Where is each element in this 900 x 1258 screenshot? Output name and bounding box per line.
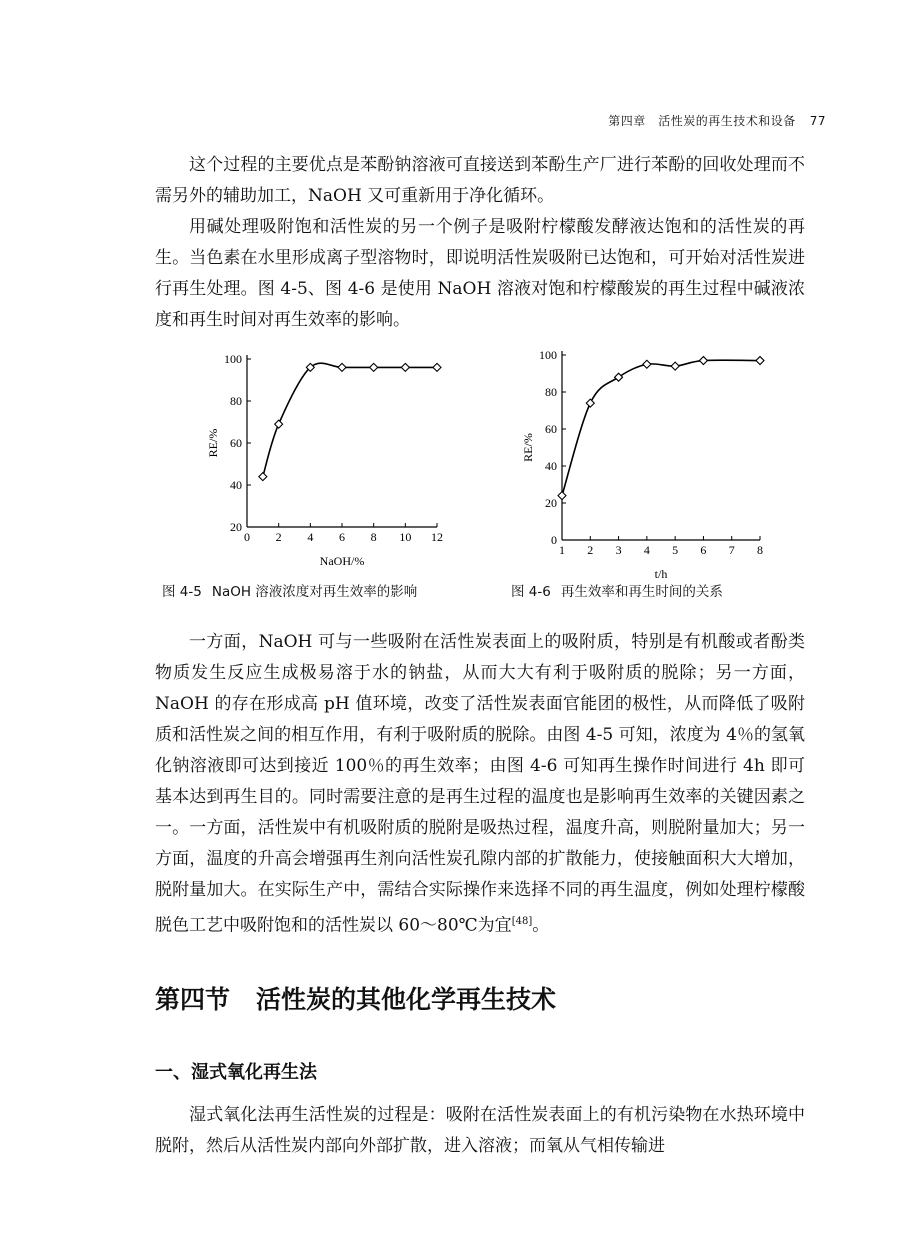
- chart-naoh-concentration: [200, 345, 460, 575]
- x-tick-label: 2: [587, 543, 594, 557]
- chapter-title: 第四章 活性炭的再生技术和设备: [608, 114, 796, 128]
- section-title: 活性炭的其他化学再生技术: [256, 985, 557, 1014]
- figure-4-6-caption: [511, 580, 723, 600]
- paragraph-3-text: 一方面，NaOH 可与一些吸附在活性炭表面上的吸附质，特别是有机酸或者酚类物质发生反应生成极易溶于水的钠盐，从而大大有利于吸附质的脱除；另一方面，NaOH 的存在形成高 pH 值环境，改变了活性炭表面官能团的极性，从而降低了吸附质和活性炭之间的相互作用，有利于吸附质的脱除。由图 4-5 可知，浓度为 4％的氢氧化钠溶液即可达到接近 100％的再生效率；由图 4-6 可知再生操作时间进行 4h 即可基本达到再生目的。同时需要注意的是再生过程的温度也是影响再生效率的关键因素之一。一方面，活性炭中有机吸附质的脱附是吸热过程，温度升高，则脱附量加大；另一方面，温度的升高会增强再生剂向活性炭孔隙内部的扩散能力，使接触面积大大增加，脱附量加大。在实际生产中，需结合实际操作来选择不同的再生温度，例如处理柠檬酸脱色工艺中吸附饱和的活性炭以 60～80℃为宜: [155, 632, 805, 936]
- figure-number: 图 4-6: [511, 584, 551, 600]
- figure-4-5-chart: [200, 345, 460, 575]
- data-point: [338, 363, 346, 371]
- section-number: 第四节: [155, 985, 231, 1014]
- data-point: [275, 420, 283, 428]
- series-line: [263, 363, 437, 476]
- chart-regeneration-time: [510, 345, 780, 581]
- figure-number: 图 4-5: [162, 584, 202, 600]
- x-tick-label: 8: [757, 543, 763, 557]
- x-tick-label: 5: [672, 543, 679, 557]
- y-tick-label: 40: [545, 459, 557, 473]
- data-point: [756, 357, 764, 365]
- x-tick-label: 6: [700, 543, 707, 557]
- y-tick-label: 80: [545, 385, 557, 399]
- data-point: [643, 360, 651, 368]
- y-axis-label: RE/%: [521, 433, 535, 462]
- x-tick-label: 7: [728, 543, 735, 557]
- figure-4-5-caption: [162, 580, 417, 600]
- x-tick-label: 12: [431, 530, 443, 544]
- x-tick-label: 0: [244, 530, 250, 544]
- x-tick-label: 3: [615, 543, 622, 557]
- data-point: [401, 363, 409, 371]
- x-tick-label: 4: [643, 543, 650, 557]
- y-tick-label: 0: [551, 533, 557, 547]
- y-tick-label: 60: [230, 436, 242, 450]
- paragraph-2: 用碱处理吸附饱和活性炭的另一个例子是吸附柠檬酸发酵液达饱和的活性炭的再生。当色素在水里形成离子型溶物时，即说明活性炭吸附已达饱和，可开始对活性炭进行再生处理。图 4-5、图 4-6 是使用 NaOH 溶液对饱和柠檬酸炭的再生过程中碱液浓度和再生时间对再生效率的影响。: [155, 217, 805, 330]
- data-point: [259, 473, 267, 481]
- x-tick-label: 8: [370, 530, 377, 544]
- y-tick-label: 80: [230, 394, 242, 408]
- running-header: [608, 112, 826, 129]
- y-tick-label: 40: [230, 478, 242, 492]
- x-tick-label: 10: [399, 530, 412, 544]
- x-tick-label: 4: [307, 530, 314, 544]
- paragraph-4: 湿式氧化法再生活性炭的过程是：吸附在活性炭表面上的有机污染物在水热环境中脱附，然后从活性炭内部向外部扩散，进入溶液；而氧从气相传输进: [155, 1105, 805, 1156]
- y-tick-label: 20: [545, 496, 557, 510]
- data-point: [433, 363, 441, 371]
- figure-caption-text: NaOH 溶液浓度对再生效率的影响: [211, 584, 418, 600]
- data-point: [370, 363, 378, 371]
- page-number: 77: [809, 114, 826, 128]
- figure-4-6-chart: [510, 345, 780, 581]
- data-point: [558, 492, 566, 500]
- x-tick-label: 1: [559, 543, 565, 557]
- paragraph-1: 这个过程的主要优点是苯酚钠溶液可直接送到苯酚生产厂进行苯酚的回收处理而不需另外的辅助加工，NaOH 又可重新用于净化循环。: [155, 155, 805, 206]
- x-tick-label: 2: [275, 530, 282, 544]
- data-point: [699, 357, 707, 365]
- y-tick-label: 60: [545, 422, 557, 436]
- x-axis-label: t/h: [654, 567, 668, 581]
- data-point: [671, 362, 679, 370]
- figure-caption-text: 再生效率和再生时间的关系: [560, 584, 723, 600]
- series-line: [562, 360, 760, 495]
- y-tick-label: 100: [224, 352, 242, 366]
- section-heading: [155, 980, 556, 1016]
- y-tick-label: 20: [230, 520, 242, 534]
- y-tick-label: 100: [539, 348, 557, 362]
- y-axis-label: RE/%: [206, 428, 220, 458]
- paragraph-3: [155, 627, 805, 942]
- data-point: [586, 399, 594, 407]
- subsection-heading: 一、湿式氧化再生法: [155, 1062, 317, 1083]
- paragraph-3-end: 。: [532, 915, 550, 936]
- x-tick-label: 6: [339, 530, 345, 544]
- citation-ref: [48]: [511, 916, 533, 927]
- x-axis-label: NaOH/%: [319, 554, 365, 568]
